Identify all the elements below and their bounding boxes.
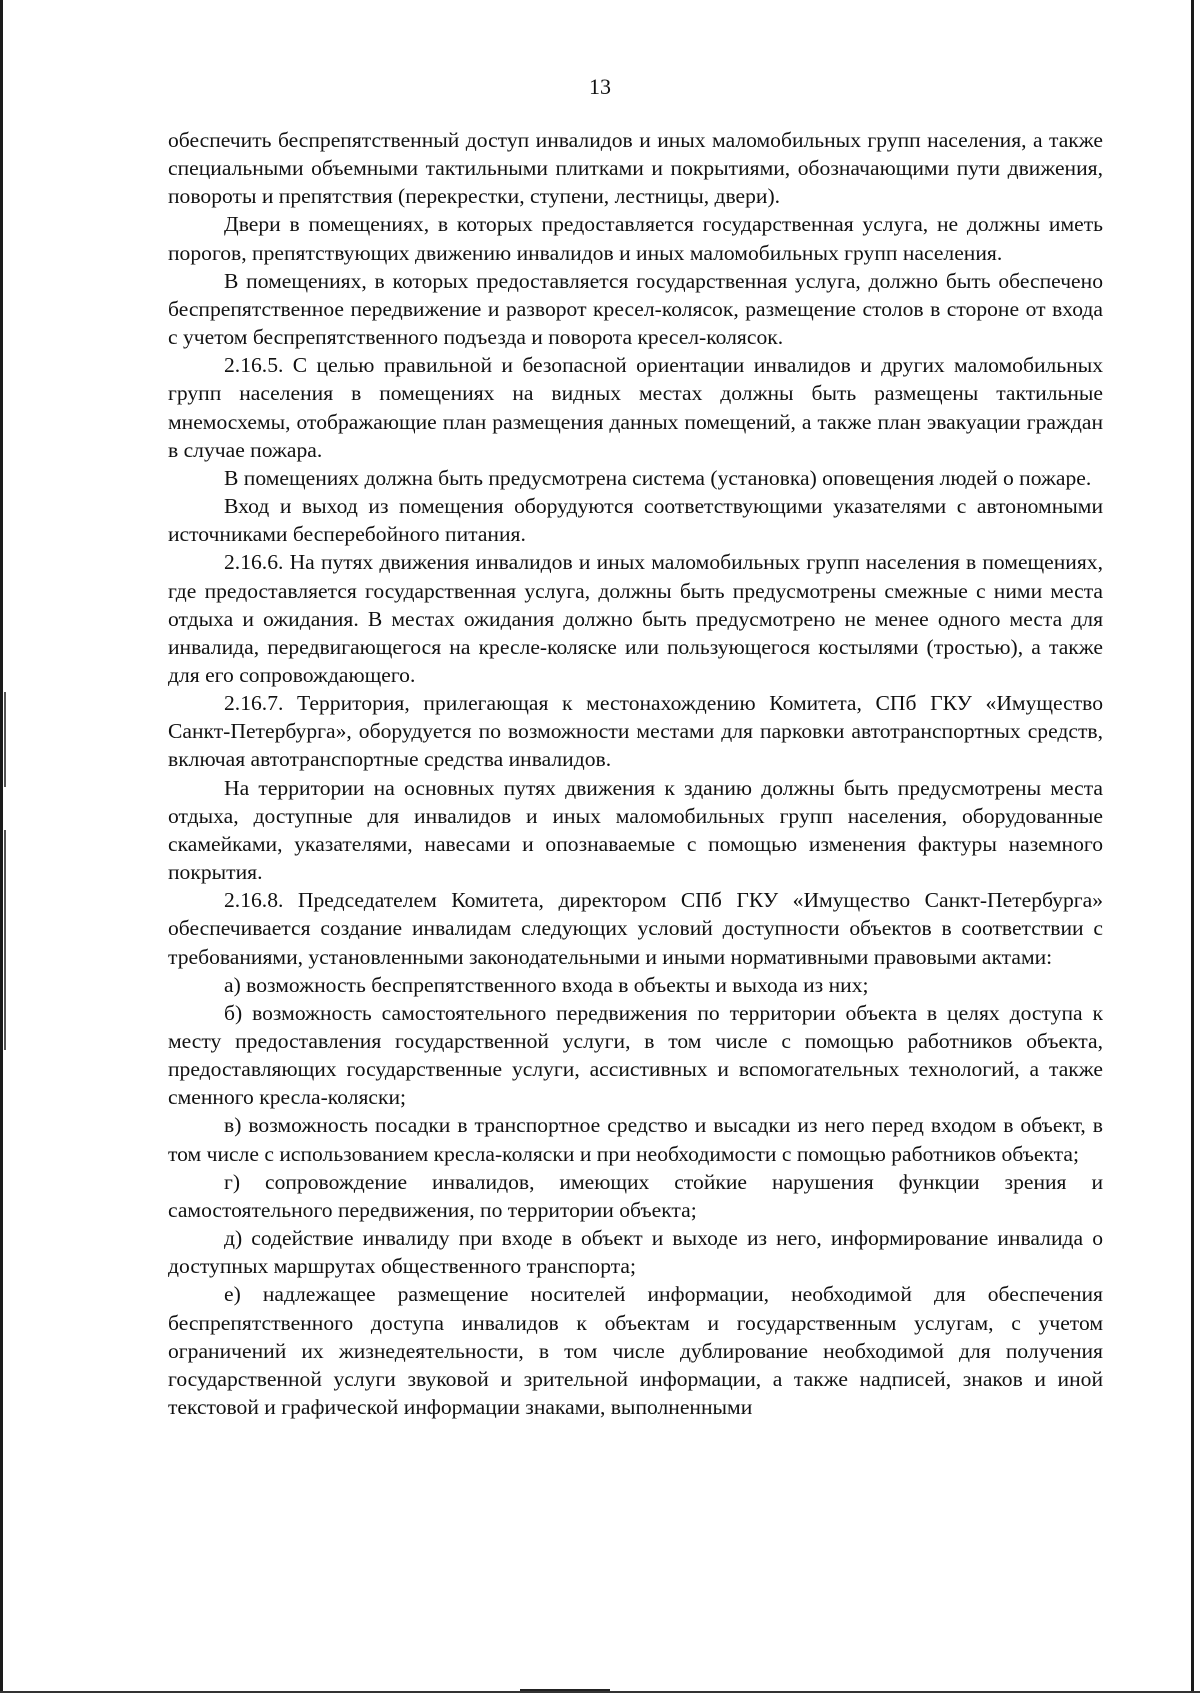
paragraph-2-16-5: 2.16.5. С целью правильной и безопасной ориентации инвалидов и других маломобильных групп населения в помещениях на видных местах должны быть размещены тактильные мнемосхемы, отображающие план размещения данных помещений, а также план эвакуации граждан в случае пожара. xyxy=(168,353,1103,462)
list-item-g: г) сопровождение инвалидов, имеющих стойкие нарушения функции зрения и самостоятельного передвижения, по территории объекта; xyxy=(168,1169,1103,1222)
scan-edge-right xyxy=(1191,0,1194,1693)
list-item-v: в) возможность посадки в транспортное средство и высадки из него перед входом в объект, в том числе с использованием кресла-коляски и при необходимости с помощью работников объекта; xyxy=(168,1113,1103,1166)
list-item-e: е) надлежащее размещение носителей информации, необходимой для обеспечения беспрепятственного доступа инвалидов к объектам и государственным услугам, с учетом ограничений их жизнедеятельности, в том числе дублирование необходимой для получения государственной услуги звуковой и зрительной информации, а также надписей, знаков и иной текстовой и графической информации знаками, выполненными xyxy=(168,1282,1103,1420)
footer-dash xyxy=(520,1689,610,1691)
margin-mark xyxy=(4,830,6,1050)
page-number: 13 xyxy=(589,74,611,99)
list-item-a: а) возможность беспрепятственного входа в объекты и выхода из них; xyxy=(224,972,869,997)
paragraph: Вход и выход из помещения оборудуются соответствующими указателями с автономными источниками бесперебойного питания. xyxy=(168,494,1103,547)
margin-mark xyxy=(4,692,6,787)
paragraph-2-16-8: 2.16.8. Председателем Комитета, директором СПб ГКУ «Имущество Санкт-Петербурга» обеспечивается создание инвалидам следующих условий доступности объектов в соответствии с требованиями, установленными законодательными и иными нормативными правовыми актами: xyxy=(168,888,1103,969)
list-item-d: д) содействие инвалиду при входе в объект и выходе из него, информирование инвалида о доступных маршрутах общественного транспорта; xyxy=(168,1226,1103,1279)
paragraph: На территории на основных путях движения к зданию должны быть предусмотрены места отдыха, доступные для инвалидов и иных маломобильных групп населения, оборудованные скамейками, указателями, навесами и опознаваемые с помощью изменения фактуры наземного покрытия. xyxy=(168,775,1103,885)
list-item-b: б) возможность самостоятельного передвижения по территории объекта в целях доступа к месту предоставления государственной услуги, в том числе с помощью работников объекта, предоставляющих государственные услуги, ассистивных и вспомогательных технологий, а также сменного кресла-коляски; xyxy=(168,1000,1103,1110)
paragraph-2-16-7: 2.16.7. Территория, прилегающая к местонахождению Комитета, СПб ГКУ «Имущество Санкт-Петербурга», оборудуется по возможности местами для парковки автотранспортных средств, включая автотранспортные средства инвалидов. xyxy=(168,691,1103,772)
paragraph: В помещениях, в которых предоставляется государственная услуга, должно быть обеспечено беспрепятственное передвижение и разворот кресел-колясок, размещение столов в стороне от входа с учетом беспрепятственного подъезда и поворота кресел-колясок. xyxy=(168,268,1103,350)
paragraph: В помещениях должна быть предусмотрена система (установка) оповещения людей о пожаре. xyxy=(224,465,1092,490)
paragraph: Двери в помещениях, в которых предоставляется государственная услуга, не должны иметь порогов, препятствующих движению инвалидов и иных маломобильных групп населения. xyxy=(168,212,1103,265)
paragraph-2-16-6: 2.16.6. На путях движения инвалидов и иных маломобильных групп населения в помещениях, где предоставляется государственная услуга, должны быть предусмотрены смежные с ними места отдыха и ожидания. В местах ожидания должно быть предусмотрено не менее одного места для инвалида, передвигающегося на кресле-коляске или пользующегося костылями (тростью), а также для его сопровождающего. xyxy=(168,550,1103,687)
paragraph-continuation: обеспечить беспрепятственный доступ инвалидов и иных маломобильных групп населения, а также специальными объемными тактильными плитками и покрытиями, обозначающими пути движения, повороты и препятствия (перекрестки, ступени, лестницы, двери). xyxy=(168,128,1103,209)
scan-edge-left xyxy=(0,0,3,1693)
document-body xyxy=(168,126,1103,1421)
